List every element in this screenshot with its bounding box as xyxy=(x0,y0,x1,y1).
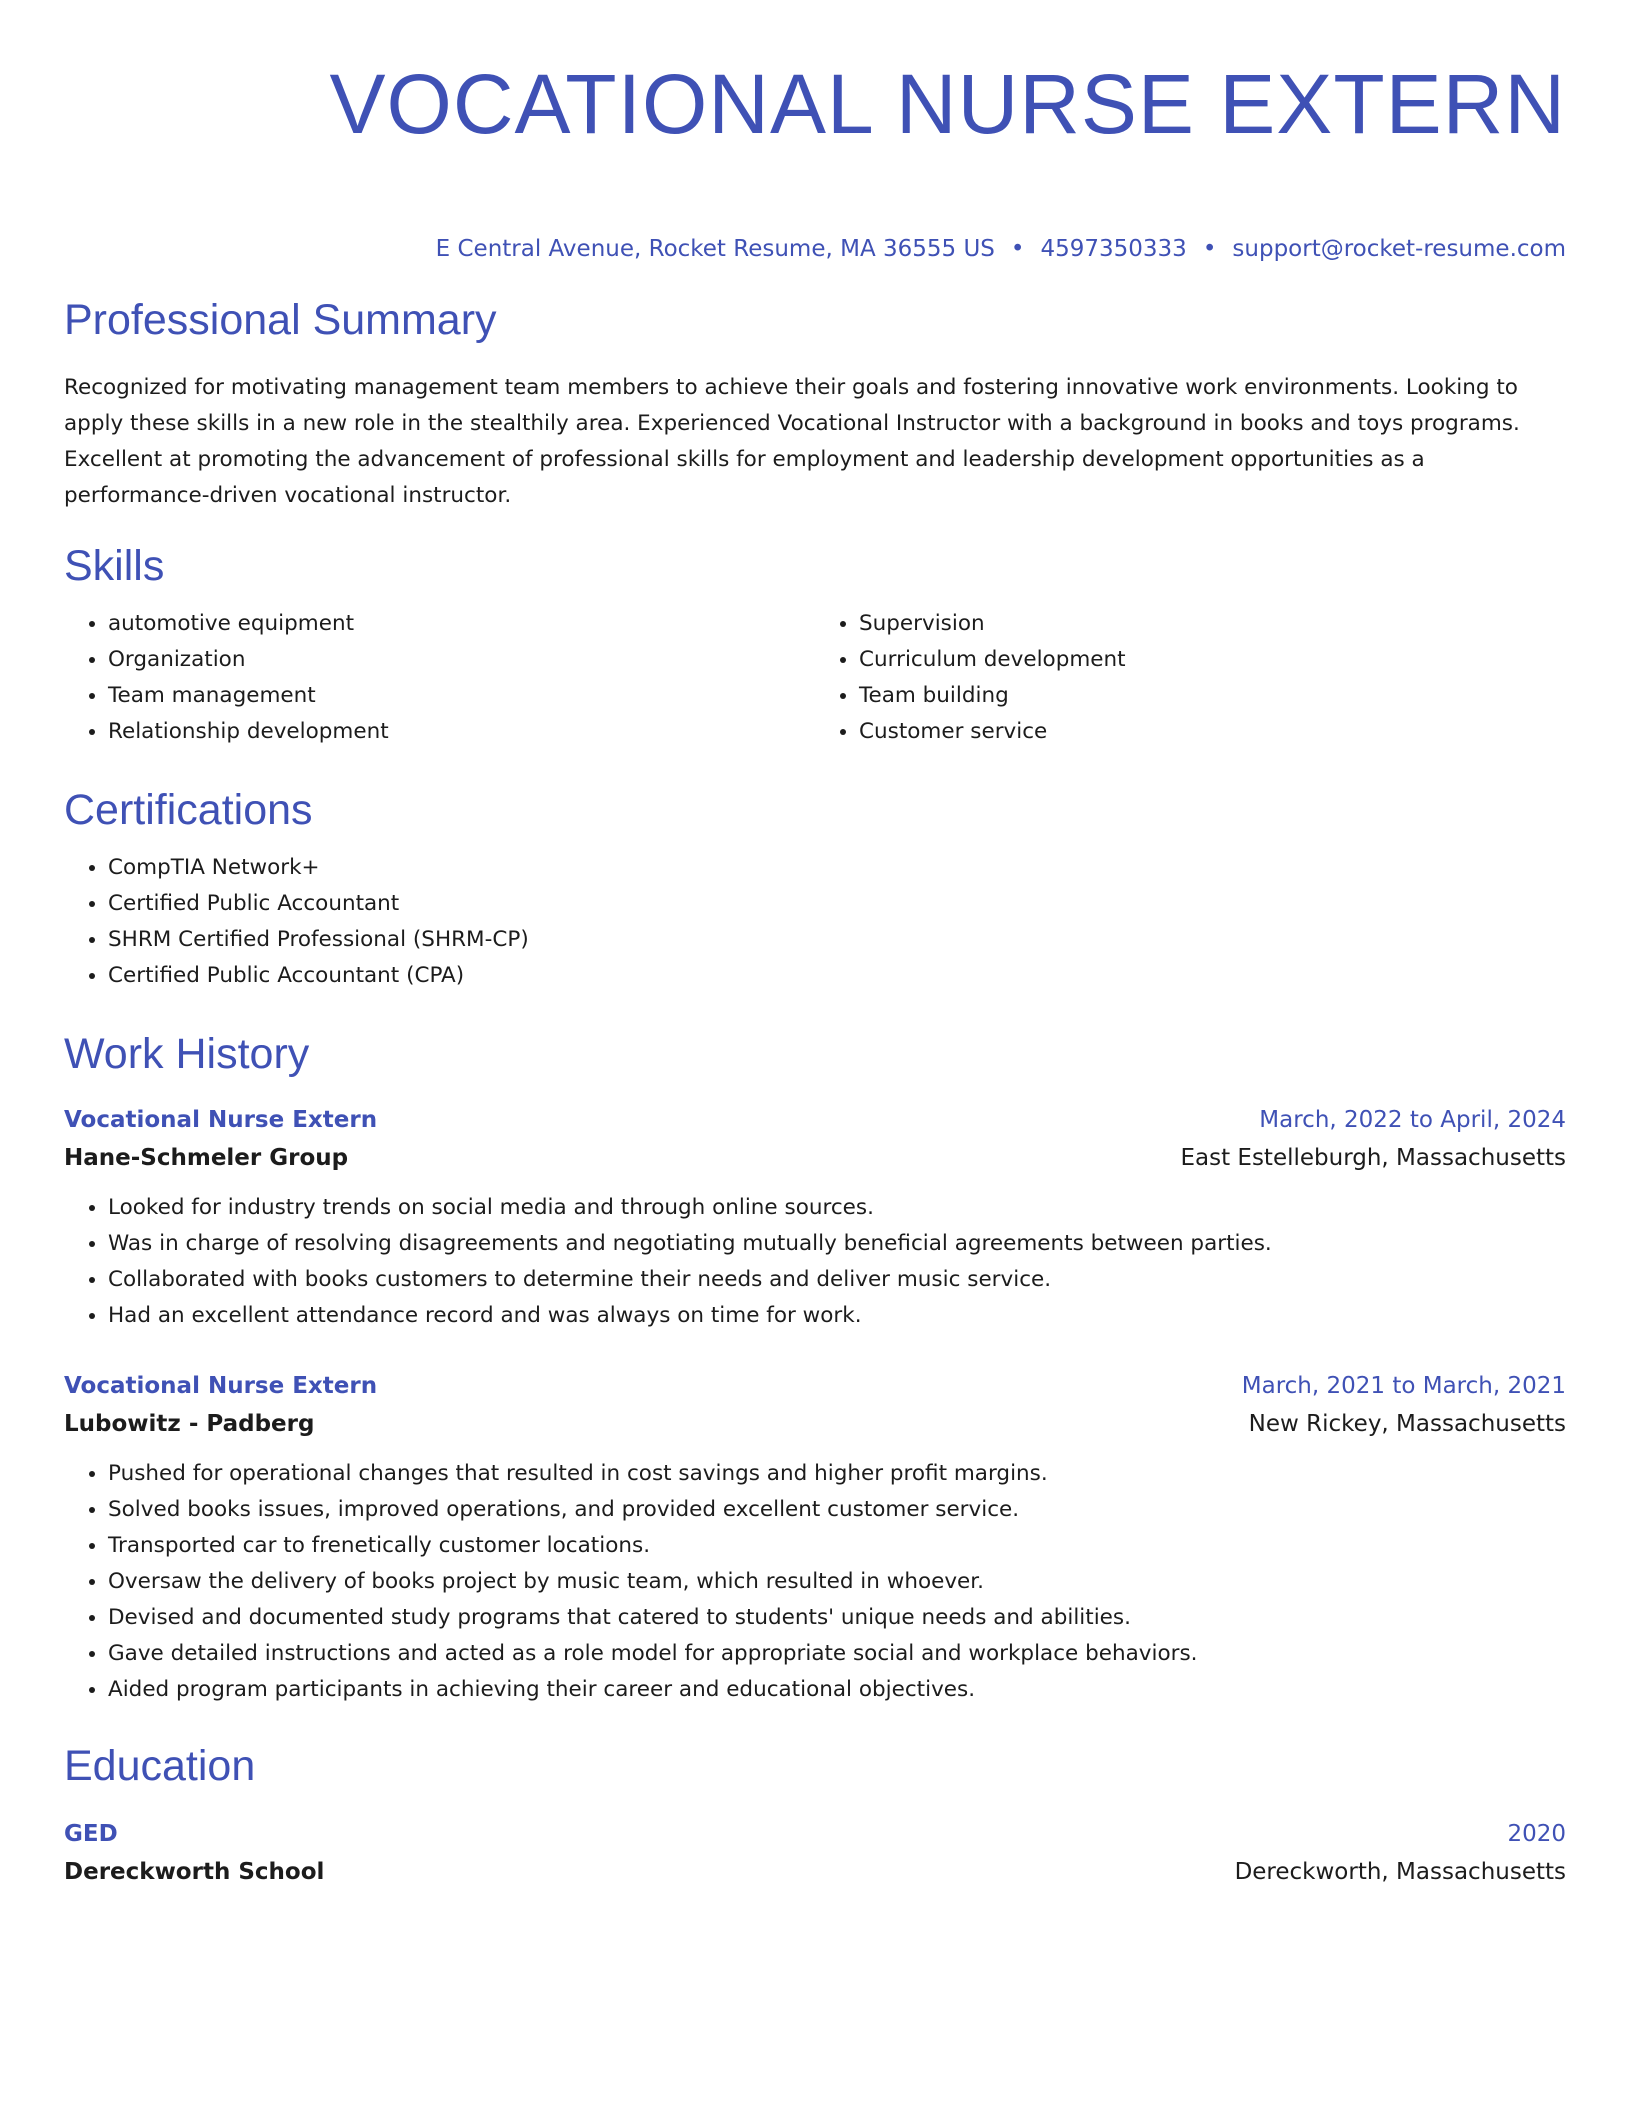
job-company: Hane-Schmeler Group xyxy=(64,1145,349,1171)
job-duty-item: • Collaborated with books customers to determine their needs and deliver music service. xyxy=(108,1262,1566,1298)
skills-grid xyxy=(64,606,1566,750)
education-entry xyxy=(64,1816,1566,1892)
education-school-row xyxy=(64,1852,1566,1892)
skill-item: • Team management xyxy=(108,678,815,714)
skill-item: • Organization xyxy=(108,642,815,678)
skills-heading: Skills xyxy=(64,542,165,590)
job-role: Vocational Nurse Extern xyxy=(64,1107,378,1133)
job-company: Lubowitz - Padberg xyxy=(64,1411,315,1437)
job-header-row xyxy=(64,1368,1566,1404)
education-header-row xyxy=(64,1816,1566,1852)
education-school: Dereckworth School xyxy=(64,1859,325,1885)
certification-item: • CompTIA Network+ xyxy=(108,850,1566,886)
resume-page xyxy=(64,0,1566,1892)
skills-list-right xyxy=(815,606,1566,750)
education-heading: Education xyxy=(64,1742,256,1790)
job-duty-item: • Was in charge of resolving disagreements and negotiating mutually beneficial agreements between parties. xyxy=(108,1226,1566,1262)
certification-item: • Certified Public Accountant (CPA) xyxy=(108,958,1566,994)
job-duties-list xyxy=(64,1456,1566,1708)
work-history-section xyxy=(64,1028,1566,1708)
contact-address: E Central Avenue, Rocket Resume, MA 36555 US xyxy=(435,236,995,262)
certifications-heading: Certifications xyxy=(64,786,313,834)
job-duty-item: • Looked for industry trends on social media and through online sources. xyxy=(108,1190,1566,1226)
certifications-list xyxy=(64,850,1566,994)
job-location: New Rickey, Massachusetts xyxy=(1248,1411,1566,1437)
contact-phone: 4597350333 xyxy=(1040,236,1187,262)
certification-item: • SHRM Certified Professional (SHRM-CP) xyxy=(108,922,1566,958)
work-history-heading: Work History xyxy=(64,1030,310,1078)
certifications-section xyxy=(64,784,1566,994)
job-duty-item: • Solved books issues, improved operations, and provided excellent customer service. xyxy=(108,1492,1566,1528)
summary-heading: Professional Summary xyxy=(64,296,497,344)
job-location: East Estelleburgh, Massachusetts xyxy=(1180,1145,1566,1171)
job-dates: March, 2021 to March, 2021 xyxy=(1241,1373,1566,1399)
job-company-row xyxy=(64,1404,1566,1444)
skills-list-left xyxy=(64,606,815,750)
job-entry xyxy=(64,1102,1566,1334)
job-company-row xyxy=(64,1138,1566,1178)
contact-email: support@rocket-resume.com xyxy=(1232,236,1566,262)
job-duty-item: • Pushed for operational changes that resulted in cost savings and higher profit margins. xyxy=(108,1456,1566,1492)
education-year: 2020 xyxy=(1507,1821,1566,1847)
skill-item: • automotive equipment xyxy=(108,606,815,642)
resume-title: VOCATIONAL NURSE EXTERN xyxy=(329,57,1566,151)
job-dates: March, 2022 to April, 2024 xyxy=(1259,1107,1566,1133)
contact-separator: • xyxy=(1010,236,1025,262)
job-duty-item: • Gave detailed instructions and acted as a role model for appropriate social and workplace behaviors. xyxy=(108,1636,1566,1672)
contact-separator: • xyxy=(1202,236,1217,262)
summary-text: Recognized for motivating management team members to achieve their goals and fostering innovative work environments. Looking to apply these skills in a new role in the stealthily area. Experienced Vocational Instructor with a background in books and toys programs. Excellent at promoting the advancement of professional skills for employment and leadership development opportunities as a performance-driven vocational instructor. xyxy=(64,375,1520,508)
job-header-row xyxy=(64,1102,1566,1138)
job-entry xyxy=(64,1368,1566,1708)
job-duty-item: • Aided program participants in achieving their career and educational objectives. xyxy=(108,1672,1566,1708)
job-duty-item: • Had an excellent attendance record and was always on time for work. xyxy=(108,1298,1566,1334)
contact-line xyxy=(64,234,1566,264)
skill-item: • Relationship development xyxy=(108,714,815,750)
skills-section xyxy=(64,540,1566,750)
education-location: Dereckworth, Massachusetts xyxy=(1234,1859,1566,1885)
summary-section xyxy=(64,294,1566,514)
skill-item: • Supervision xyxy=(859,606,1566,642)
education-degree: GED xyxy=(64,1821,118,1847)
job-role: Vocational Nurse Extern xyxy=(64,1373,378,1399)
job-duty-item: • Devised and documented study programs that catered to students' unique needs and abilities. xyxy=(108,1600,1566,1636)
skill-item: • Curriculum development xyxy=(859,642,1566,678)
skill-item: • Team building xyxy=(859,678,1566,714)
education-section xyxy=(64,1740,1566,1892)
certification-item: • Certified Public Accountant xyxy=(108,886,1566,922)
job-duties-list xyxy=(64,1190,1566,1334)
job-duty-item: • Oversaw the delivery of books project by music team, which resulted in whoever. xyxy=(108,1564,1566,1600)
skill-item: • Customer service xyxy=(859,714,1566,750)
job-duty-item: • Transported car to frenetically customer locations. xyxy=(108,1528,1566,1564)
